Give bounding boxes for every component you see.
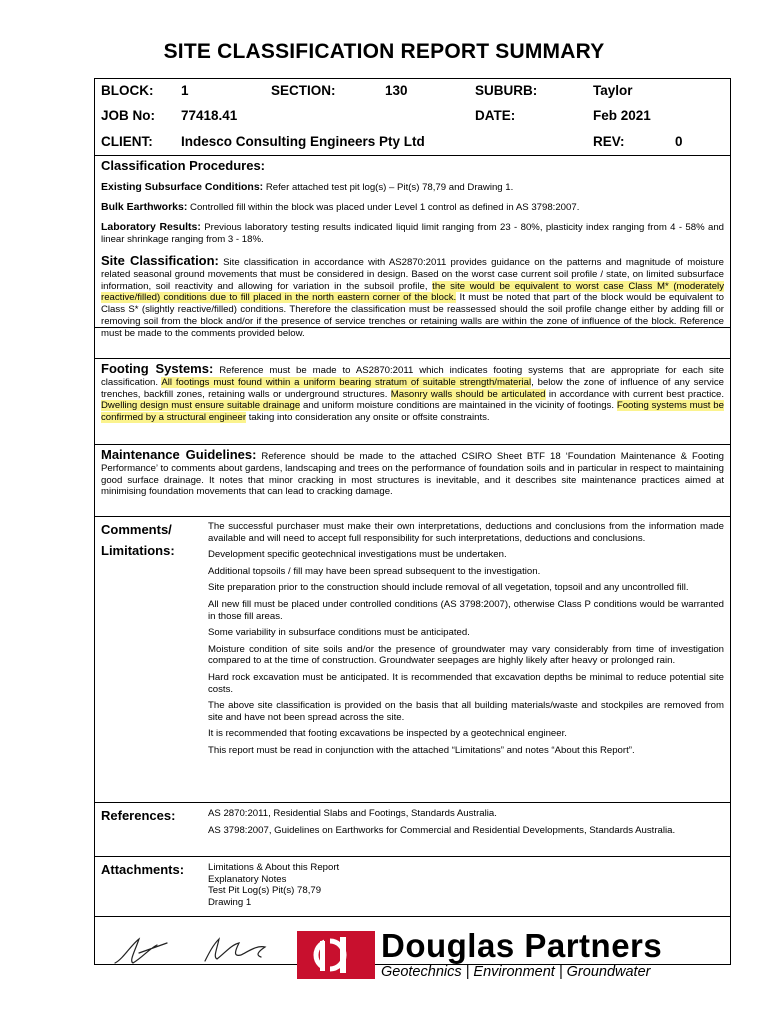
date-label: DATE: [475,108,516,123]
classification-highlight: the site would be equivalent to worst case Class M* (moderately reactive/filled) conditions due to fill placed in the north eastern corner of the block. [101,280,724,304]
footing-systems-text: Footing Systems: Reference must be made to AS2870:2011 which indicates footing systems that are appropriate for each site classification. All footings must found within a uniform bearing stratum of suitable strength/material, below the zone of influence of any service trenches, backfill zones, retaining walls or underground structures. Masonry walls should be articulated in accordance with current best practice. Dwelling design must ensure suitable drainage and uniform moisture conditions are maintained in the vicinity of footings. Footing systems must be confirmed by a structural engineer taking into consideration any onsite or offsite constraints. [101,361,725,424]
douglas-partners-logo [297,927,709,981]
logo-tagline: Geotechnics | Environment | Groundwater [381,964,651,980]
job-value: 77418.41 [181,108,238,123]
suburb-value: Taylor [593,83,633,98]
reference-item: AS 3798:2007, Guidelines on Earthworks for Commercial and Residential Developments, Standards Australia. [208,824,676,836]
header-row-job [95,104,730,128]
comments-heading: Comments/ Limitations: [101,522,175,558]
comment-item: Some variability in subsurface conditions must be anticipated. [208,627,470,639]
references-heading: References: [101,808,176,823]
footing-highlight-1: All footings must found within a uniform bearing stratum of suitable strength/material [161,376,532,388]
attachment-item: Test Pit Log(s) Pit(s) 78,79 [208,885,322,897]
comment-item: The above site classification is provided on the basis that all building materials/waste and stockpiles are removed from site and have not been spread across the site. [208,700,724,723]
rev-label: REV: [593,134,625,149]
signature-logo-section [95,917,730,980]
attachment-item: Drawing 1 [208,896,252,908]
logo-name: Douglas Partners [381,927,663,964]
suburb-label: SUBURB: [475,83,538,98]
comments-list [208,521,724,762]
section-value: 130 [385,83,408,98]
comment-item: Moisture condition of site soils and/or the presence of groundwater may vary considerably from time of investigation compared to at the time of construction. Groundwater seepages are highly likely after heavy or prolonged rain. [208,643,724,667]
attachments-section [95,857,730,917]
footing-systems-section [95,359,730,445]
comment-item: Hard rock excavation must be anticipated. It is recommended that excavation depths be minimal to reduce potential site costs. [208,671,724,695]
comment-item: The successful purchaser must make their own interpretations, deductions and conclusions from the information made available and will need to accept full responsibility for such interpretations, deductions and conclusions. [208,521,724,544]
comment-item: All new fill must be placed under controlled conditions (AS 3798:2007), otherwise Class P conditions would be warranted in those fill areas. [208,598,724,622]
attachment-item: Limitations & About this Report [208,862,340,873]
attachments-list [208,862,339,908]
laboratory-results: Laboratory Results: Previous laboratory testing results indicated liquid limit ranging from 23 - 80%, plasticity index ranging from 4 - 58% and linear shrinkage ranging from 3 - 18%. [101,221,724,245]
report-header [95,79,730,156]
references-section [95,803,730,857]
job-label: JOB No: [101,108,155,123]
site-classification-text: Site Classification: Site classification in accordance with AS2870:2011 provides guidance on the patterns and magnitude of moisture related seasonal ground movements that must be considered in design. Based on the worst case current soil profile / state, on limited subsurface information, soil reactivity and allowing for variation in the subsoil profile, the site would be equivalent to worst case Class M* (moderately reactive/filled) conditions due to fill placed in the north eastern corner of the block. It must be noted that part of the block would be equivalent to Class S* (slightly reactive/filled) conditions. Therefore the classification must be reassessed should the soil profile change either by adding fill or removing soil from the block and/or if the presence of service trenches or retaining walls are within the zone of influence of the block. Reference must be made to the comments provided below. [101,253,724,339]
site-classification-section [95,251,730,359]
maintenance-guidelines-section [95,445,730,517]
comment-item: This report must be read in conjunction with the attached “Limitations” and notes “About this Report”. [208,744,635,756]
attachment-item: Explanatory Notes [208,873,287,885]
comment-item: Site preparation prior to the construction should include removal of all vegetation, topsoil and any uncontrolled fill. [208,582,689,594]
footing-highlight-2: Masonry walls should be articulated [390,388,546,400]
comment-item: Development specific geotechnical investigations must be undertaken. [208,549,507,561]
comment-item: Additional topsoils / fill may have been spread subsequent to the investigation. [208,565,541,577]
attachments-heading: Attachments: [101,862,185,877]
header-row-client [95,130,730,154]
references-list [208,808,724,841]
block-value: 1 [181,83,189,98]
comments-limitations-section [95,517,730,803]
section-label: SECTION: [271,83,336,98]
reference-item: AS 2870:2011, Residential Slabs and Footings, Standards Australia. [208,808,497,819]
procedures-heading: Classification Procedures: [101,158,265,173]
block-label: BLOCK: [101,83,154,98]
client-label: CLIENT: [101,134,153,149]
rev-value: 0 [675,134,683,149]
logo-mark-icon [297,931,375,979]
client-value: Indesco Consulting Engineers Pty Ltd [181,134,425,149]
maintenance-text: Maintenance Guidelines: Reference should be made to the attached CSIRO Sheet BTF 18 ‘Foundation Maintenance & Footing Performance’ to comments about gardens, landscaping and trees on the performance of foundation soils and in particular in respect to maintaining good surface drainage. It notes that minor cracking in most structures is inevitable, and it describes site maintenance practices aimed at minimising foundation movements that can lead to cracking damage. [101,447,724,498]
bulk-earthworks: Bulk Earthworks: Controlled fill within the block was placed under Level 1 control as defined in AS 3798:2007. [101,201,580,213]
comment-item: It is recommended that footing excavations be inspected by a geotechnical engineer. [208,728,567,740]
page-title: SITE CLASSIFICATION REPORT SUMMARY [163,40,605,63]
header-row-block [95,79,730,103]
signature-icon [109,931,289,971]
footing-highlight-3: Dwelling design must ensure suitable drainage [101,400,301,412]
date-value: Feb 2021 [593,108,651,123]
report-frame [94,78,731,980]
existing-conditions: Existing Subsurface Conditions: Refer attached test pit log(s) – Pit(s) 78,79 and Drawing 1. [101,181,514,193]
footing-highlight-4: Footing systems must be confirmed by a structural engineer [101,400,724,424]
